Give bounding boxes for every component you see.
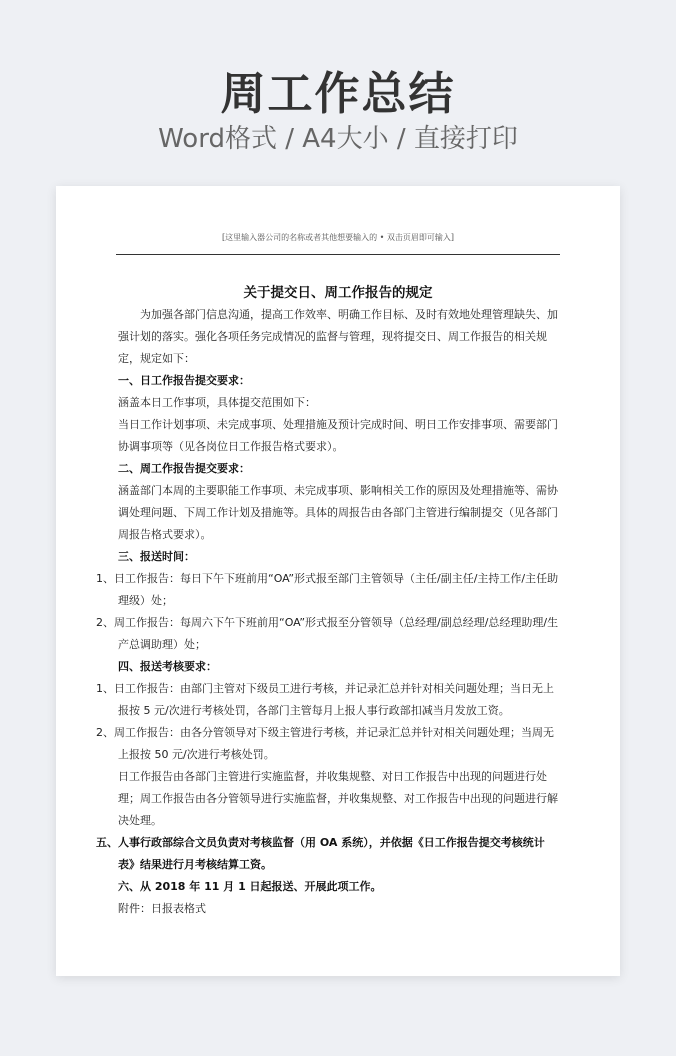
section-4-item-1: 1、日工作报告：由部门主管对下级员工进行考核，并记录汇总并针对相关问题处理；当日无上报按 5 元/次进行考核处罚，各部门主管每月上报人事行政部扣减当月发放工资。: [96, 682, 554, 717]
hero-subtitle: Word格式 / A4大小 / 直接打印: [158, 124, 518, 154]
section-6: 六、从 2018 年 11 月 1 日起报送、开展此项工作。: [118, 880, 382, 893]
section-3-item-1: 1、日工作报告：每日下午下班前用“OA”形式报至部门主管领导（主任/副主任/主持工作/主任助理级）处；: [96, 572, 559, 607]
header-divider: [116, 254, 560, 255]
document-title: 关于提交日、周工作报告的规定: [243, 285, 433, 301]
section-1-line-2: 当日工作计划事项、未完成事项、处理措施及预计完成时间、明日工作安排事项、需要部门协调事项等（见各岗位日工作报告格式要求）。: [118, 418, 558, 453]
attachment-line: 附件：日报表格式: [118, 902, 206, 915]
section-4-item-2: 2、周工作报告：由各分管领导对下级主管进行考核，并记录汇总并针对相关问题处理；当周无上报按 50 元/次进行考核处罚。: [96, 726, 554, 761]
section-4-heading: 四、报送考核要求：: [118, 660, 217, 673]
document-body: [96, 304, 560, 920]
section-1-line-1: 涵盖本日工作事项，具体提交范围如下：: [118, 396, 316, 409]
section-2-heading: 二、周工作报告提交要求：: [118, 462, 250, 475]
section-5: 五、人事行政部综合文员负责对考核监督（用 OA 系统），并依据《日工作报告提交考核统计表》结果进行月考核结算工资。: [96, 836, 545, 871]
section-2-text: 涵盖部门本周的主要职能工作事项、未完成事项、影响相关工作的原因及处理措施等、需协调处理问题、下周工作计划及措施等。具体的周报告由各部门主管进行编制提交（见各部门周报告格式要求）。: [118, 484, 558, 541]
section-4-note: 日工作报告由各部门主管进行实施监督，并收集规整、对日工作报告中出现的问题进行处理；周工作报告由各分管领导进行实施监督，并收集规整、对工作报告中出现的问题进行解决处理。: [118, 770, 558, 827]
hero-title: 周工作总结: [220, 67, 456, 120]
document-header-note: [这里输入器公司的名称或者其他想要输入的 • 双击页眉即可输入]: [221, 233, 455, 242]
intro-paragraph: 为加强各部门信息沟通，提高工作效率、明确工作目标、及时有效地处理管理缺失、加强计划的落实。强化各项任务完成情况的监督与管理，现将提交日、周工作报告的相关规定，规定如下：: [118, 308, 558, 365]
document-page: [56, 186, 620, 976]
section-3-item-2: 2、周工作报告：每周六下午下班前用“OA”形式报至分管领导（总经理/副总经理/总经理助理/生产总调助理）处；: [96, 616, 559, 651]
section-1-heading: 一、日工作报告提交要求：: [118, 374, 250, 387]
section-3-heading: 三、报送时间：: [118, 550, 195, 563]
